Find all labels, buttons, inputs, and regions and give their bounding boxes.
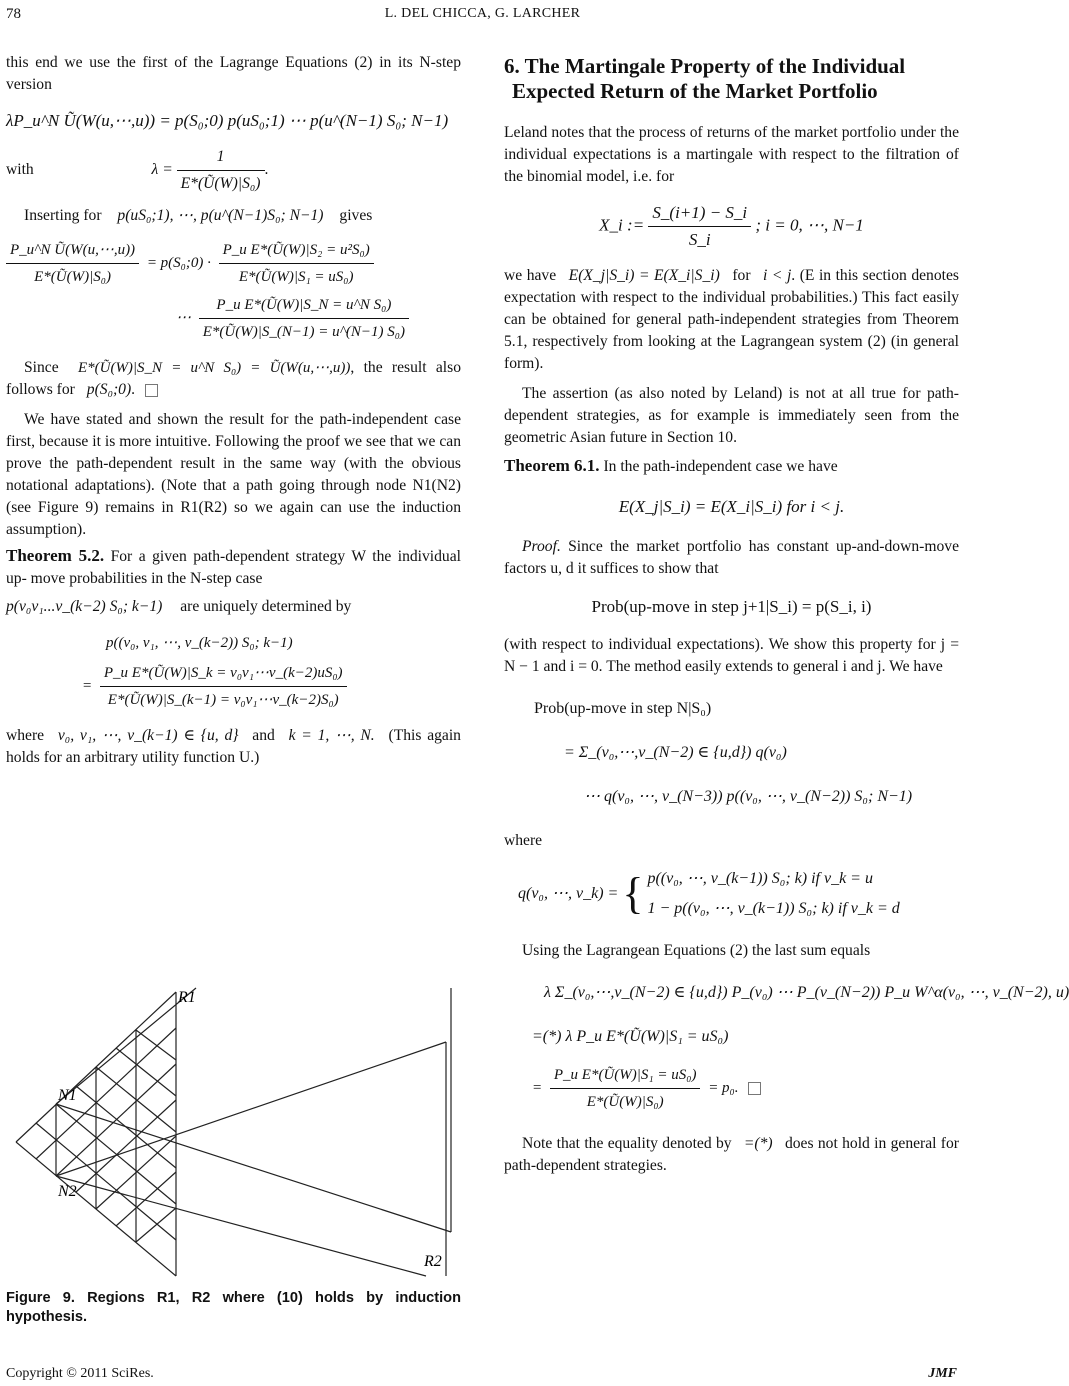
product-r1-fraction [219,239,374,288]
final-fraction [550,1064,701,1113]
grid-line [56,1064,176,1176]
equation-q-definition [518,864,959,924]
returns-tail: ; i = 0, ⋯, N−1 [755,215,864,235]
equation-final-fraction-row: = $\frac{\text{P\_u E*(Ũ(W)|S₁ = uS₀)}}{\text{E*(Ũ(W)|S₀)}}$ = p₀. [532,1064,959,1113]
right-column [504,52,1069,1177]
equation-prob-line-2: = Σ_(v₀,⋯,v_(N−2) ∈ {u,d}) q(v₀) [564,744,787,761]
since-paragraph: Since E*(Ũ(W)|S_N = u^N S₀) = Ũ(W(u,⋯,u)), the result also follows for p(S₀;0). [6,359,461,398]
where-and: and [252,727,275,744]
lambda-numerator: 1 [177,146,265,171]
returns-lhs: X_i := [599,215,645,235]
right-paragraph-2 [504,265,959,375]
equation-lagrange-sum: λ Σ_(v₀,⋯,v_(N−2) ∈ {u,d}) P_(v₀) ⋯ P_(v_(N−2)) P_u W^α(v₀, ⋯, v_(N−2), u) [544,984,1069,1001]
with-label: with [6,161,34,179]
theorem-5-2-text: For a given path-dependent strategy W the individual up- move probabilities in the N-step case [6,548,461,587]
equation-updown-fraction-row: = $\frac{\text{P\_u E*(Ũ(W)|S\_k = v₀v₁⋯v\_(k−2)uS₀)}}{\text{E*(Ũ(W)|S\_(k−1) = v₀v₁⋯v\_(k−2)S₀)}}$ [82,662,461,711]
qed-square-icon [145,384,158,397]
returns-denominator: S_i [688,230,711,249]
figure-9 [6,982,461,1278]
equation-lagrange-nstep: λP_u^N Ũ(W(u,⋯,u)) = p(S₀;0) p(uS₀;1) ⋯ p(u^(N−1) S₀; N−1) [6,111,449,130]
grid-line [116,1172,176,1226]
right-paragraph-6 [504,1133,959,1177]
left-paragraph-2: We have stated and shown the result for the path-independent case first, because it is more intuitive. Following the proof we see that we can prove the path-dependent result in the same way (with the obvious notational adaptations). (Note that a path going through node N1(N2) (see Figure 9) remains in R1(R2) so we again can use the induction assumption). [6,411,461,538]
theorem-5-2-math: p(v₀v₁...v_(k−2) S₀; k−1) [6,598,163,615]
where-math-1: v₀, v₁, ⋯, v_(k−1) ∈ {u, d} [57,727,239,744]
inserting-text-a: Inserting for [24,207,102,224]
equation-upmove-probability: Prob(up-move in step j+1|S_i) = p(S_i, i) [591,597,872,616]
equation-product-row2 [176,294,461,343]
final-tail: = p₀. [708,1079,739,1096]
where-text-b: (This again holds for an arbitrary utility function U.) [6,727,461,766]
where-math-2: k = 1, ⋯, N. [288,727,375,744]
updown-denominator: E*(Ũ(W)|S_(k−1) = v₀v₁⋯v_(k−2)S₀) [107,692,339,708]
theorem-5-2-math-line [6,596,461,618]
equation-returns-row [504,202,959,251]
inserting-text-b: gives [339,207,373,224]
footer-journal: JMF [928,1366,957,1381]
lambda-denominator: E*(Ũ(W)|S₀) [180,175,261,192]
grid-line [36,1123,176,1240]
equation-prob-line-3: ⋯ q(v₀, ⋯, v_(N−3)) p((v₀, ⋯, v_(N−2)) S₀; N−1) [584,788,913,805]
where-paragraph [6,725,461,769]
footer-copyright: Copyright © 2011 SciRes. [6,1366,154,1381]
where-label-right: where [504,832,543,849]
proof-paragraph [504,536,959,580]
grid-line [136,1030,176,1060]
figure-label-n1: N1 [58,1087,77,1104]
equation-product-row1 [6,239,461,288]
left-column [6,52,461,769]
returns-numerator: S_(i+1) − S_i [648,202,751,227]
region-r1-upper [56,988,196,1104]
section-6-title-line-1: 6. The Martingale Property of the Individual [504,54,906,78]
martingale-math: E(X_j|S_i) = E(X_i|S_i) [568,267,720,284]
note-text-a: Note that the equality denoted by [522,1135,732,1152]
theorem-6-1-text: In the path-independent case we have [603,458,838,475]
for-text: for [732,267,751,284]
right-paragraph-1: Leland notes that the process of returns of the market portfolio under the individual expectations is a martingale with respect to the filtration of the binomial model, i.e. for [504,124,959,185]
figure-label-r2: R2 [424,1253,442,1270]
q-lhs: q(v₀, ⋯, v_k) = [518,885,619,902]
section-6-title [504,54,959,104]
figure-9-caption: Figure 9. Regions R1, R2 where (10) holds by induction hypothesis. [6,1290,461,1325]
running-head: L. DEL CHICCA, G. LARCHER [384,6,581,21]
grid-line [136,1208,176,1242]
product-lhs-fraction [6,239,139,288]
product-r2-prefix: ⋯ [176,309,191,326]
region-r1-lower [56,1104,451,1232]
proof-label: Proof. [522,538,561,555]
equation-prob-line-1: Prob(up-move in step N|S₀) [534,700,712,717]
right-paragraph-2-rest: . (E in this section denotes expectation with respect to the individual probabilities.) This fact easily can be obtained for general path-independent strategies from Theorem 5.1, respectively from looking at the Lagrangean system (2) (in general form). [504,267,959,372]
since-text-b: , the result also follows for [6,359,461,398]
right-paragraph-5: Using the Lagrangean Equations (2) the last sum equals [522,942,871,959]
left-brace-icon: { [622,869,644,918]
final-numerator: P_u E*(Ũ(W)|S₁ = uS₀) [550,1064,701,1089]
grid-line [76,1100,176,1192]
page-number: 78 [6,6,21,22]
final-denominator: E*(Ũ(W)|S₀) [586,1094,664,1110]
q-case-up: p((v₀, ⋯, v_(k−1)) S₀; k) if v_k = u [647,870,873,887]
theorem-6-1-label: Theorem 6.1. [504,456,600,475]
index-math: i < j [763,267,792,284]
right-paragraph-4: (with respect to individual expectations). We show this property for j = N − 1 and i = 0. The method easily extends to general i and j. We have [504,636,959,675]
since-math: E*(Ũ(W)|S_N = u^N S₀) = Ũ(W(u,⋯,u)) [77,360,351,376]
right-paragraph-3: The assertion (as also noted by Leland) is not at all true for path-dependent strategies, as for example is immediately seen from the geometric Asian future in Section 10. [504,385,959,446]
equation-updown-top: p((v₀, v₁, ⋯, v_(k−2)) S₀; k−1) [106,635,293,651]
product-r1-numerator: P_u E*(Ũ(W)|S₂ = u²S₀) [219,239,374,264]
figure-label-r1: R1 [178,989,196,1006]
equation-theorem-6-1: E(X_j|S_i) = E(X_i|S_i) for i < j. [618,497,845,516]
since-text-a: Since [24,359,59,376]
product-r1-prefix: = p(S₀;0) · [146,254,211,271]
updown-numerator: P_u E*(Ũ(W)|S_k = v₀v₁⋯v_(k−2)uS₀) [100,662,347,687]
theorem-5-2-label: Theorem 5.2. [6,546,105,565]
inserting-math: p(uS₀;1), ⋯, p(u^(N−1)S₀; N−1) [117,207,324,224]
left-paragraph-1: this end we use the first of the Lagrange Equations (2) in its N-step version [6,54,461,93]
since-math-2: p(S₀;0) [86,381,132,398]
equation-star-step: =(*) λ P_u E*(Ũ(W)|S₁ = uS₀) [532,1028,729,1045]
where-text-a: where [6,727,45,744]
theorem-6-1 [504,455,959,478]
star-equality-symbol: =(*) [743,1135,773,1152]
note-text-b: does not hold in general for path-dependent strategies. [504,1135,959,1174]
inserting-line [6,205,461,227]
figure-9-diagram [6,982,461,1278]
region-r2-lower [56,1176,426,1276]
product-r2-denominator: E*(Ũ(W)|S_(N−1) = u^(N−1) S₀) [202,324,405,340]
region-r2-upper [56,1042,446,1176]
product-r2-numerator: P_u E*(Ũ(W)|S_N = u^N S₀) [199,294,409,319]
theorem-5-2-tail: are uniquely determined by [180,598,352,615]
section-6-title-line-2: Expected Return of the Market Portfolio [512,79,878,103]
product-r1-denominator: E*(Ũ(W)|S₁ = uS₀) [238,269,354,285]
equation-lambda-row: with λ = $\frac{1}{\text{E*(Ũ(W)|S₀)}}$ . [6,146,461,195]
theorem-5-2 [6,545,461,590]
lambda-lhs: λ = [151,161,173,179]
we-have-text: we have [504,267,557,284]
returns-fraction [648,202,751,251]
q-cases [647,864,899,924]
q-case-down: 1 − p((v₀, ⋯, v_(k−1)) S₀; k) if v_k = d [647,900,900,917]
proof-text: Since the market portfolio has constant up-and-down-move factors u, d it suffices to show that [504,538,959,577]
qed-square-icon [748,1082,761,1095]
product-lhs-numerator: P_u^N Ũ(W(u,⋯,u)) [6,239,139,264]
product-r2-fraction [199,294,409,343]
grid-line [36,1028,176,1159]
figure-label-n2: N2 [58,1183,77,1200]
lambda-fraction [177,146,265,195]
product-lhs-denominator: E*(Ũ(W)|S₀) [34,269,111,285]
updown-fraction [100,662,347,711]
